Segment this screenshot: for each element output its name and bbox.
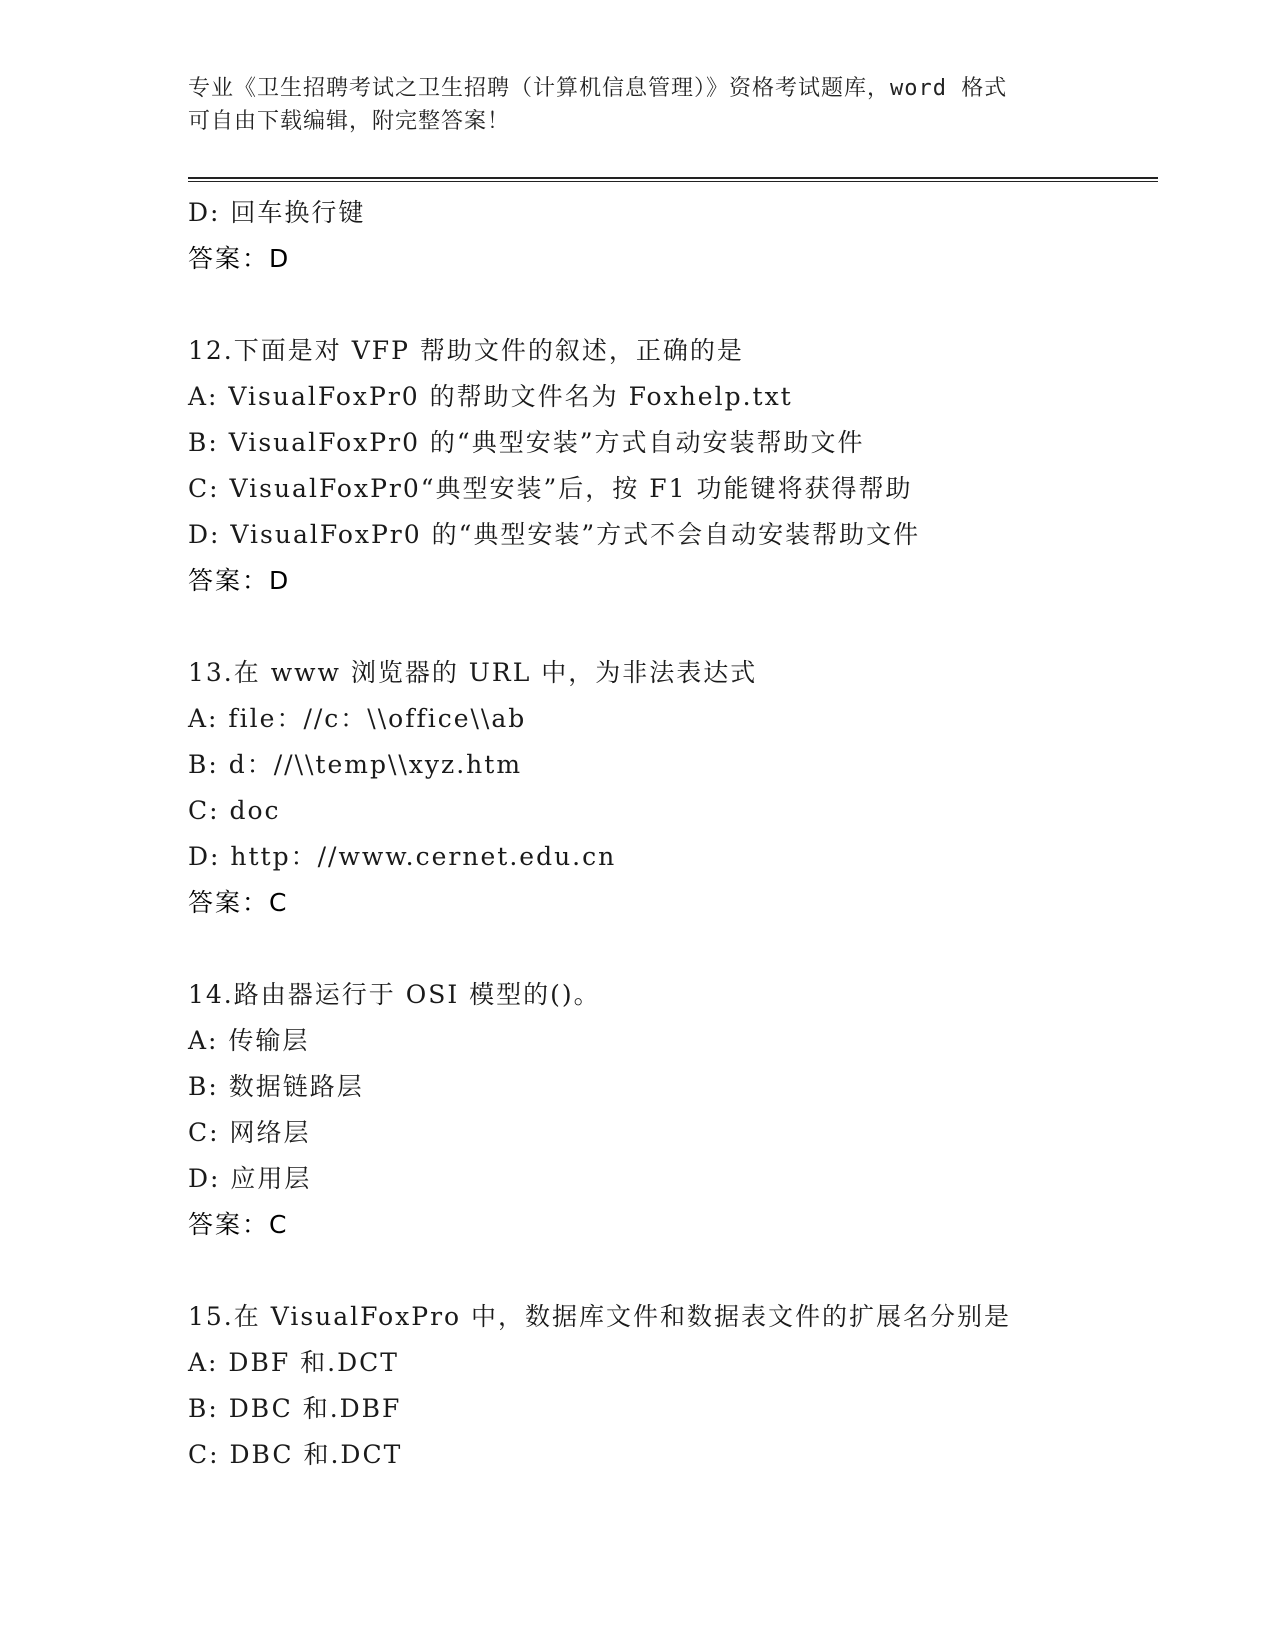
option-a: A: DBF 和.DCT — [188, 1348, 399, 1377]
spacer — [188, 1248, 1188, 1294]
option-b: B: d：//\\temp\\xyz.htm — [188, 750, 523, 779]
question-14 — [188, 972, 1188, 1248]
question-stem: 12.下面是对 VFP 帮助文件的叙述，正确的是 — [188, 336, 744, 365]
question-stem: 15.在 VisualFoxPro 中，数据库文件和数据表文件的扩展名分别是 — [188, 1302, 1012, 1331]
answer: 答案：C — [188, 888, 289, 917]
option-c: C: DBC 和.DCT — [188, 1440, 403, 1469]
option-a: A: 传输层 — [188, 1026, 310, 1055]
spacer — [188, 282, 1188, 328]
question-content — [188, 190, 1188, 1478]
option-c: C: 网络层 — [188, 1118, 311, 1147]
option-b: B: VisualFoxPr0 的“典型安装”方式自动安装帮助文件 — [188, 428, 865, 457]
answer-continued: 答案：D — [188, 244, 291, 273]
page-header — [188, 72, 1088, 138]
header-title-line-1: 专业《卫生招聘考试之卫生招聘（计算机信息管理）》资格考试题库，word 格式 — [188, 76, 1008, 101]
option-d: D: 应用层 — [188, 1164, 312, 1193]
header-divider — [188, 177, 1158, 182]
question-12 — [188, 328, 1188, 604]
option-d-continued: D: 回车换行键 — [188, 198, 366, 227]
question-stem: 13.在 www 浏览器的 URL 中，为非法表达式 — [188, 658, 758, 687]
option-b: B: DBC 和.DBF — [188, 1394, 402, 1423]
spacer — [188, 926, 1188, 972]
option-a: A: VisualFoxPr0 的帮助文件名为 Foxhelp.txt — [188, 382, 793, 411]
question-stem: 14.路由器运行于 OSI 模型的()。 — [188, 980, 601, 1009]
option-a: A: file：//c：\\office\\ab — [188, 704, 527, 733]
option-d: D: http：//www.cernet.edu.cn — [188, 842, 617, 871]
option-b: B: 数据链路层 — [188, 1072, 364, 1101]
question-13 — [188, 650, 1188, 926]
question-15 — [188, 1294, 1188, 1478]
option-c: C: VisualFoxPr0“典型安装”后，按 F1 功能键将获得帮助 — [188, 474, 913, 503]
option-d: D: VisualFoxPr0 的“典型安装”方式不会自动安装帮助文件 — [188, 520, 921, 549]
answer: 答案：C — [188, 1210, 289, 1239]
header-title-line-2: 可自由下载编辑，附完整答案！ — [188, 109, 511, 134]
answer: 答案：D — [188, 566, 291, 595]
spacer — [188, 604, 1188, 650]
option-c: C: doc — [188, 796, 281, 825]
